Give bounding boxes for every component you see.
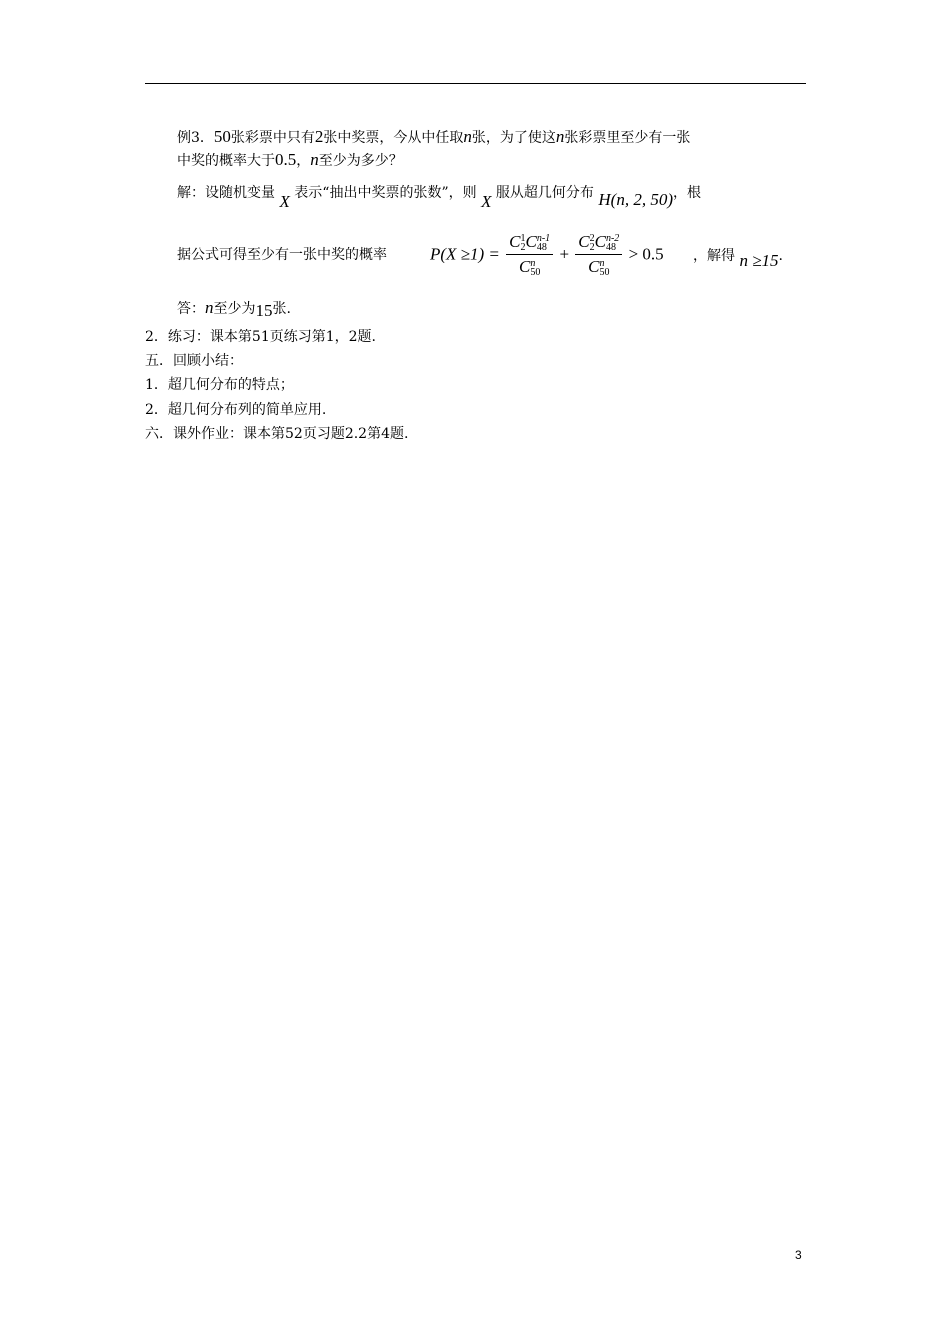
period: . <box>778 248 783 264</box>
subscript: 2 <box>520 242 526 254</box>
text: 张中奖票，今从中任取 <box>323 130 464 146</box>
superscript: n <box>599 258 605 270</box>
text: 张彩票里至少有一张 <box>564 130 691 146</box>
subscript: 50 <box>599 267 610 279</box>
number-2: 2 <box>314 127 324 146</box>
text: ，解得 <box>693 248 735 264</box>
superscript: n-2 <box>605 233 620 245</box>
example-line-2 <box>177 150 403 171</box>
result-inequality: n ≥15 <box>739 251 779 270</box>
solution-line-2-text <box>177 245 387 265</box>
symbol-c: C <box>509 232 521 251</box>
solution-line-2-result <box>693 245 783 270</box>
text: 答： <box>177 301 205 317</box>
text: 至少为 <box>213 301 256 317</box>
text: 表示“抽出中奖票的张数”，则 <box>294 185 477 201</box>
text: 张，为了使这 <box>471 130 556 146</box>
number-15: 15 <box>255 301 273 320</box>
page-number: 3 <box>795 1248 802 1262</box>
var-x: X <box>481 192 492 211</box>
subscript: 48 <box>605 242 616 254</box>
list-item: 1．超几何分布的特点； <box>145 377 294 393</box>
example-label: 例3． <box>177 130 214 146</box>
formula-rhs: > 0.5 <box>628 244 664 264</box>
superscript: n-1 <box>536 233 551 245</box>
solution-line-1 <box>177 182 701 211</box>
number-0-5: 0.5 <box>275 150 297 169</box>
subscript: 48 <box>536 242 547 254</box>
symbol-c: C <box>578 232 590 251</box>
var-n: n <box>310 150 319 169</box>
header-rule <box>145 83 806 84</box>
var-n: n <box>463 127 472 146</box>
text: 张. <box>272 301 291 317</box>
list-item: 2．练习：课本第51页练习第1，2题. <box>145 329 376 345</box>
superscript: 2 <box>589 233 595 245</box>
text: 至少为多少？ <box>318 153 403 169</box>
answer-line <box>177 298 291 319</box>
symbol-c: C <box>588 257 600 277</box>
example-line-1 <box>177 127 690 148</box>
number-50: 50 <box>213 127 231 146</box>
probability-formula <box>430 232 664 277</box>
var-n: n <box>555 127 565 146</box>
text: 中奖的概率大于 <box>177 153 275 169</box>
text: 张彩票中只有 <box>230 130 315 146</box>
text: 解：设随机变量 <box>177 185 275 201</box>
symbol-c: C <box>594 232 606 251</box>
formula-lhs: P(X ≥1) = <box>430 244 500 264</box>
fraction-1 <box>506 232 553 277</box>
list-item: 六．课外作业：课本第52页习题2.2第4题. <box>145 426 409 442</box>
list-item: 2．超几何分布列的简单应用. <box>145 402 327 418</box>
var-n: n <box>205 298 214 317</box>
symbol-c: C <box>519 257 531 277</box>
list-item: 五．回顾小结： <box>145 353 243 369</box>
var-x: X <box>279 192 290 211</box>
text: 服从超几何分布 <box>495 185 594 201</box>
superscript: n <box>530 258 536 270</box>
text: ，根 <box>672 185 701 201</box>
subscript: 2 <box>589 242 595 254</box>
superscript: 1 <box>520 233 526 245</box>
text: 据公式可得至少有一张中奖的概率 <box>177 247 387 263</box>
fraction-2 <box>575 232 622 277</box>
plus-sign: + <box>559 244 570 264</box>
subscript: 50 <box>530 267 541 279</box>
symbol-c: C <box>525 232 537 251</box>
distribution-formula: H(n, 2, 50) <box>598 190 673 209</box>
text: ， <box>296 153 311 169</box>
